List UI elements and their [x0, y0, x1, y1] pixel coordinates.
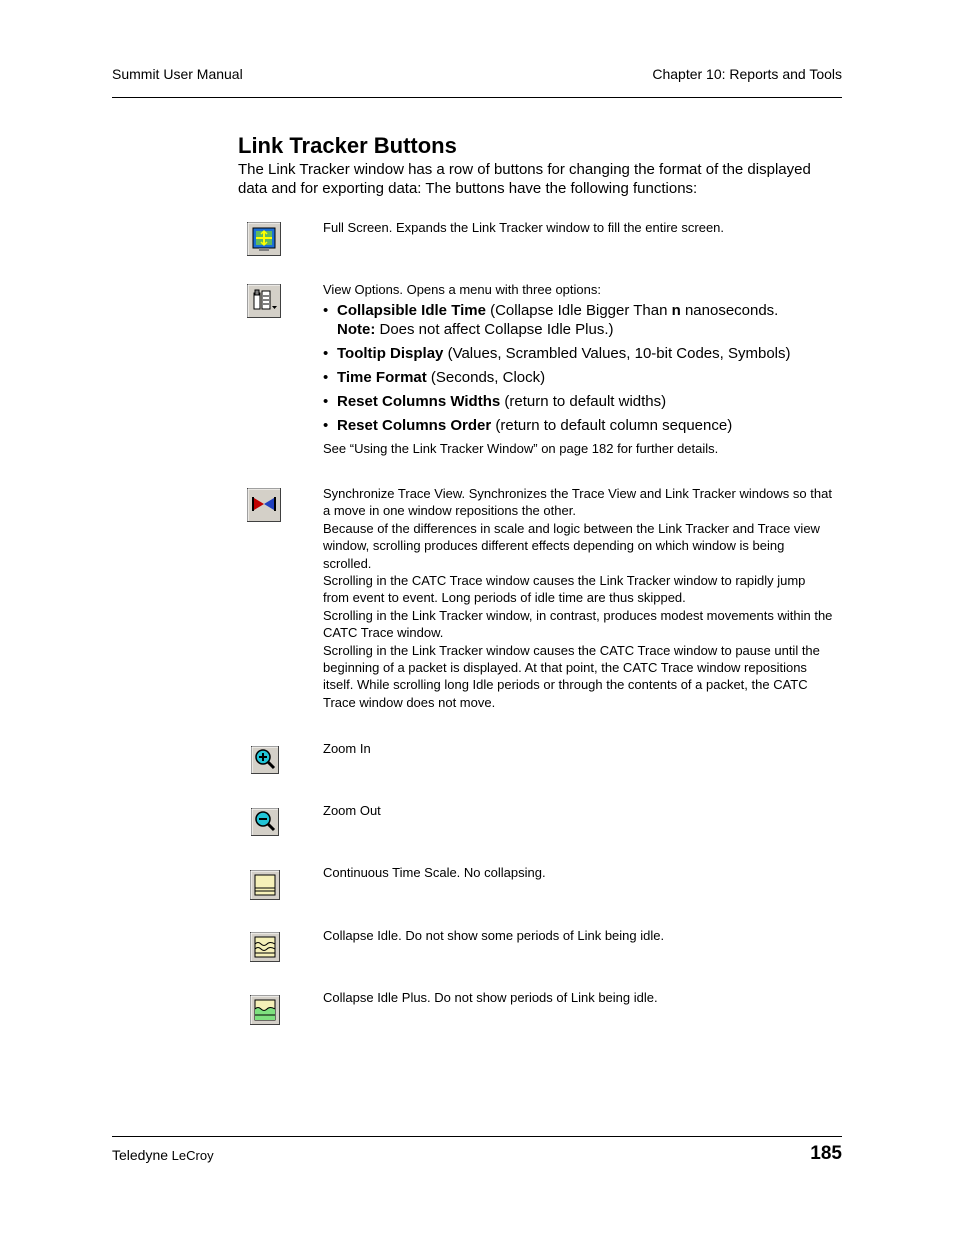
synchronize-description: Synchronize Trace View. Synchronizes the Trace View and Link Tracker windows so that a move in one window repositions the other. Because of the differences in scale and logic between the Link Tracker and Trace view window, scrolling produces different effects depending on which window is being scrolled. Scrolling in the CATC Trace window causes the Link Tracker window to rapidly jump from event to event. Long periods of idle time are thus skipped. Scrolling in the Link Tracker window, in contrast, produces modest movements within the CATC Trace window. Scrolling in the Link Tracker window causes the CATC Trace window to pause until the beginning of a packet is displayed. At that point, the CATC Trace window repositions itself. While scrolling long Idle periods or through the contents of a packet, the CATC Trace window does not move. — [323, 486, 833, 710]
list-item: • Collapsible Idle Time (Collapse Idle Bigger Than n nanoseconds. Note: Does not affect Collapse Idle Plus.) — [323, 302, 779, 339]
running-header-right: Chapter 10: Reports and Tools — [652, 66, 842, 82]
page-title: Link Tracker Buttons — [238, 133, 457, 158]
zoom-out-icon[interactable] — [251, 808, 279, 836]
view-options-description: View Options. Opens a menu with three options: • Collapsible Idle Time (Collapse Idle Bigger Than n nanoseconds. Note: Does not affect Collapse Idle Plus.) • Tooltip Display (Values, Scrambled Values, 10-bit Codes, Symbols) • Time Format (Seconds, Clock) • Reset Columns Widths (return to default widths) • Reset Columns Order (return to default column sequence) See “Using the Link Tracker Window” on page 182 for further details. — [323, 281, 835, 458]
list-item: • Time Format (Seconds, Clock) — [323, 369, 546, 387]
collapse-idle-description: Collapse Idle. Do not show some periods of Link being idle. — [323, 928, 665, 943]
list-item: • Reset Columns Order (return to default column sequence) — [323, 417, 733, 435]
view-options-list — [323, 301, 835, 435]
zoom-in-description: Zoom In — [323, 741, 371, 756]
synchronize-trace-view-icon[interactable] — [247, 488, 281, 522]
collapse-idle-icon[interactable] — [250, 932, 280, 962]
footer-brand: Teledyne LeCroy — [112, 1147, 214, 1163]
zoom-out-description: Zoom Out — [323, 803, 381, 818]
continuous-time-scale-icon[interactable] — [250, 870, 280, 900]
list-item: • Tooltip Display (Values, Scrambled Values, 10-bit Codes, Symbols) — [323, 345, 791, 363]
header-rule — [112, 97, 842, 98]
collapse-idle-plus-icon[interactable] — [250, 995, 280, 1025]
view-options-icon[interactable] — [247, 284, 281, 318]
list-item: • Reset Columns Widths (return to default widths) — [323, 393, 667, 411]
collapse-idle-plus-description: Collapse Idle Plus. Do not show periods of Link being idle. — [323, 990, 658, 1005]
footer-rule — [112, 1136, 842, 1137]
zoom-in-icon[interactable] — [251, 746, 279, 774]
page-number: 185 — [810, 1143, 842, 1164]
intro-paragraph: The Link Tracker window has a row of buttons for changing the format of the displayed data and for exporting data: The buttons have the following functions: — [238, 161, 811, 197]
see-also: See “Using the Link Tracker Window” on page 182 for further details. — [323, 441, 719, 457]
full-screen-icon[interactable] — [247, 222, 281, 256]
running-header-left: Summit User Manual — [112, 66, 243, 82]
continuous-time-scale-description: Continuous Time Scale. No collapsing. — [323, 865, 546, 880]
full-screen-description: Full Screen. Expands the Link Tracker window to fill the entire screen. — [323, 220, 725, 235]
